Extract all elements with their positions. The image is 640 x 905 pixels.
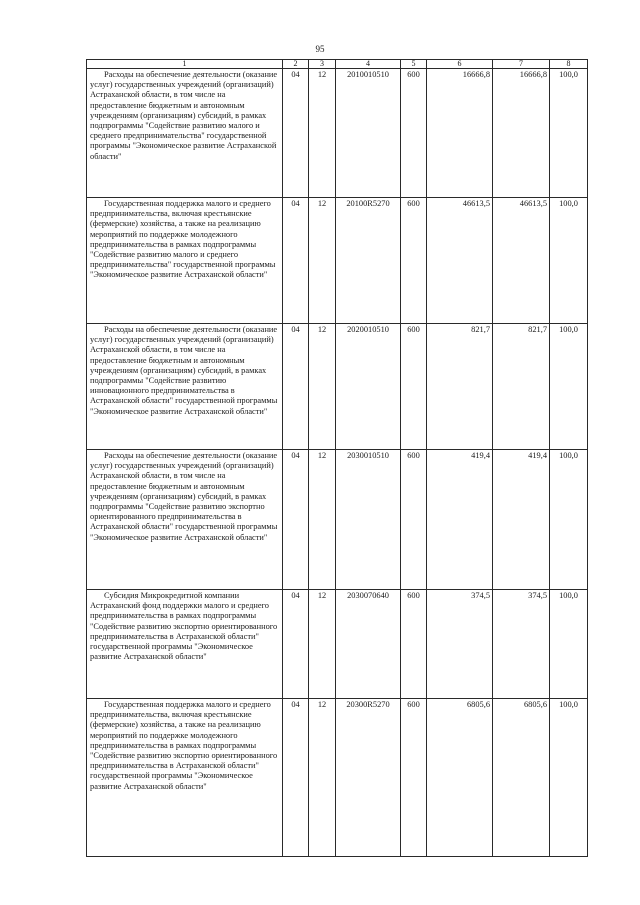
section-code: 04	[283, 590, 309, 699]
header-cell: 4	[336, 60, 401, 69]
section-code: 04	[283, 324, 309, 450]
target-article-code: 20300R5270	[336, 699, 401, 857]
header-cell: 6	[427, 60, 493, 69]
section-code: 04	[283, 699, 309, 857]
header-cell: 5	[401, 60, 427, 69]
table-row	[87, 198, 588, 324]
expense-name-cell	[87, 590, 283, 699]
expense-name-cell	[87, 324, 283, 450]
header-cell: 3	[309, 60, 336, 69]
expense-type-code: 600	[401, 198, 427, 324]
section-code: 04	[283, 450, 309, 590]
execution-percent: 100,0	[550, 198, 588, 324]
planned-amount: 16666,8	[427, 69, 493, 198]
planned-amount: 46613,5	[427, 198, 493, 324]
table-header-row	[87, 60, 588, 69]
subsection-code: 12	[309, 699, 336, 857]
section-code: 04	[283, 198, 309, 324]
page-number: 95	[315, 44, 325, 54]
target-article-code: 2030010510	[336, 450, 401, 590]
executed-amount: 419,4	[493, 450, 550, 590]
subsection-code: 12	[309, 324, 336, 450]
expense-name-cell	[87, 450, 283, 590]
header-cell: 2	[283, 60, 309, 69]
table-row	[87, 590, 588, 699]
budget-table	[86, 59, 588, 857]
expense-type-code: 600	[401, 699, 427, 857]
planned-amount: 374,5	[427, 590, 493, 699]
subsection-code: 12	[309, 69, 336, 198]
expense-name: Расходы на обеспечение деятельности (оказание услуг) государственных учреждений (организаций) Астраханской области, в том числе на предоставление бюджетным и автономным учреждениям (организациям) субсидий, в рамках подпрограммы "Содействие развитию инновационного предпринимательства в Астраханской области" государственной программы "Экономическое развитие Астраханской области"	[90, 325, 278, 416]
executed-amount: 821,7	[493, 324, 550, 450]
executed-amount: 46613,5	[493, 198, 550, 324]
execution-percent: 100,0	[550, 699, 588, 857]
executed-amount: 16666,8	[493, 69, 550, 198]
header-cell: 1	[87, 60, 283, 69]
execution-percent: 100,0	[550, 69, 588, 198]
execution-percent: 100,0	[550, 450, 588, 590]
expense-type-code: 600	[401, 324, 427, 450]
table-row	[87, 699, 588, 857]
executed-amount: 6805,6	[493, 699, 550, 857]
expense-name: Государственная поддержка малого и среднего предпринимательства, включая крестьянские (фермерские) хозяйства, а также на реализацию мероприятий по поддержке молодежного предпринимательства в рамках подпрограммы "Содействие развитию экспортно ориентированного предпринимательства в Астраханской области" государственной программы "Экономическое развитие Астраханской области"	[90, 700, 278, 791]
subsection-code: 12	[309, 198, 336, 324]
execution-percent: 100,0	[550, 324, 588, 450]
planned-amount: 6805,6	[427, 699, 493, 857]
expense-name-cell	[87, 69, 283, 198]
subsection-code: 12	[309, 590, 336, 699]
planned-amount: 419,4	[427, 450, 493, 590]
expense-type-code: 600	[401, 450, 427, 590]
target-article-code: 2010010510	[336, 69, 401, 198]
header-cell: 7	[493, 60, 550, 69]
header-cell: 8	[550, 60, 588, 69]
subsection-code: 12	[309, 450, 336, 590]
expense-name: Расходы на обеспечение деятельности (оказание услуг) государственных учреждений (организаций) Астраханской области, в том числе на предоставление бюджетным и автономным учреждениям (организациям) субсидий, в рамках подпрограммы "Содействие развитию малого и среднего предпринимательства" государственной программы "Экономическое развитие Астраханской области"	[90, 70, 278, 161]
expense-name: Государственная поддержка малого и среднего предпринимательства, включая крестьянские (фермерские) хозяйства, а также на реализацию мероприятий по поддержке молодежного предпринимательства в рамках подпрограммы "Содействие развитию малого и среднего предпринимательства" государственной программы "Экономическое развитие Астраханской области"	[90, 199, 276, 280]
expense-name-cell	[87, 699, 283, 857]
expense-name: Субсидия Микрокредитной компании Астраханский фонд поддержки малого и среднего предпринимательства в рамках подпрограммы "Содействие развитию экспортно ориентированного предпринимательства в Астраханской области" государственной программы "Экономическое развитие Астраханской области"	[90, 591, 278, 662]
executed-amount: 374,5	[493, 590, 550, 699]
table-row	[87, 69, 588, 198]
expense-name: Расходы на обеспечение деятельности (оказание услуг) государственных учреждений (организаций) Астраханской области, в том числе на предоставление бюджетным и автономным учреждениям (организациям) субсидий, в рамках подпрограммы "Содействие развитию экспортно ориентированного предпринимательства в Астраханской области" государственной программы "Экономическое развитие Астраханской области"	[90, 451, 278, 542]
table-row	[87, 450, 588, 590]
expense-name-cell	[87, 198, 283, 324]
section-code: 04	[283, 69, 309, 198]
planned-amount: 821,7	[427, 324, 493, 450]
execution-percent: 100,0	[550, 590, 588, 699]
target-article-code: 20100R5270	[336, 198, 401, 324]
target-article-code: 2030070640	[336, 590, 401, 699]
expense-type-code: 600	[401, 590, 427, 699]
target-article-code: 2020010510	[336, 324, 401, 450]
expense-type-code: 600	[401, 69, 427, 198]
table-row	[87, 324, 588, 450]
